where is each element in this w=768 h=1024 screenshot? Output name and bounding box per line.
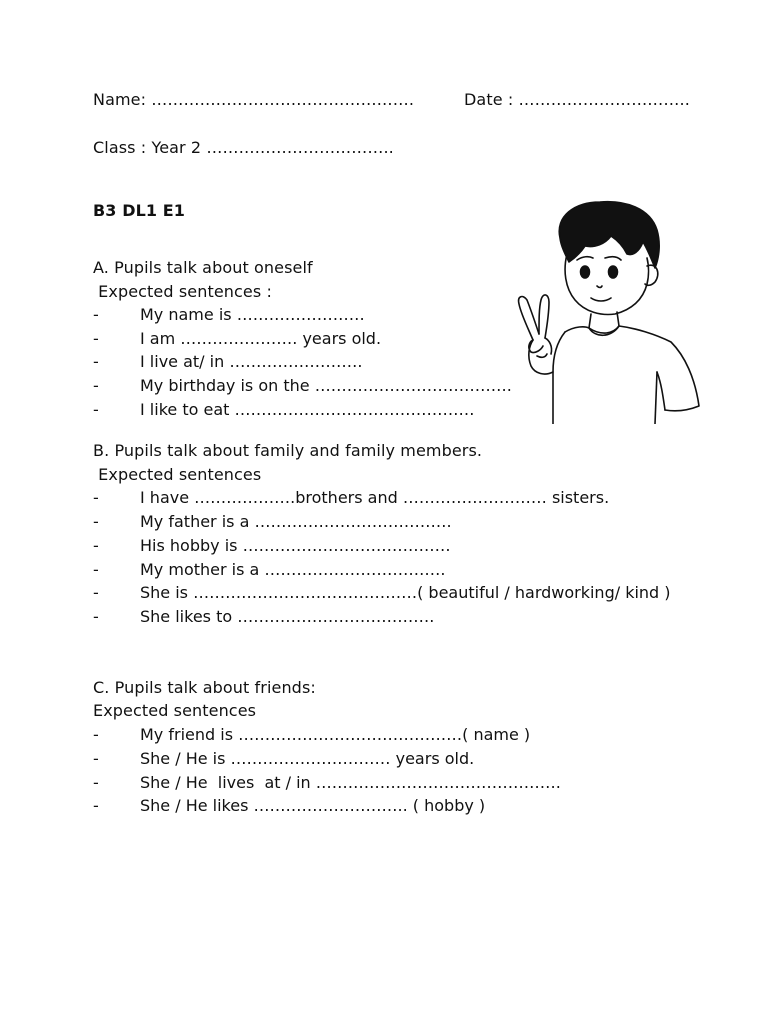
section-c-item: She / He is ………………………… years old. xyxy=(140,749,475,768)
bullet-dash: - xyxy=(93,796,99,815)
bullet-dash: - xyxy=(93,583,99,602)
section-b-item: My father is a ………………………………. xyxy=(140,512,452,531)
section-b-item: His hobby is ………………………………… xyxy=(140,536,451,555)
section-c-item: She / He lives at / in ………………………………………. xyxy=(140,773,561,792)
section-c-title: C. Pupils talk about friends: xyxy=(93,678,316,697)
bullet-dash: - xyxy=(93,773,99,792)
bullet-dash: - xyxy=(93,376,99,395)
section-c-item: My friend is ……………………………………( name ) xyxy=(140,725,531,744)
bullet-dash: - xyxy=(93,352,99,371)
bullet-dash: - xyxy=(93,560,99,579)
date-field-line: Date : ………………………….. xyxy=(464,90,690,109)
section-a-item: I like to eat ……………………………………… xyxy=(140,400,475,419)
bullet-dash: - xyxy=(93,512,99,531)
section-b-item: She is ……………………………………( beautiful / hardworking/ kind ) xyxy=(140,583,671,602)
section-b-item: She likes to ………………………………. xyxy=(140,607,435,626)
bullet-dash: - xyxy=(93,305,99,324)
section-c-item: She / He likes ……………………….. ( hobby ) xyxy=(140,796,486,815)
name-field-line: Name: …………………………………………. xyxy=(93,90,415,109)
bullet-dash: - xyxy=(93,749,99,768)
section-a-item: I am …………………. years old. xyxy=(140,329,382,348)
section-a-subtitle: Expected sentences : xyxy=(93,282,272,301)
worksheet-code: B3 DL1 E1 xyxy=(93,201,186,220)
section-a-title: A. Pupils talk about oneself xyxy=(93,258,313,277)
section-c-subtitle: Expected sentences xyxy=(93,701,257,720)
bullet-dash: - xyxy=(93,488,99,507)
section-b-title: B. Pupils talk about family and family members. xyxy=(93,441,483,460)
section-b-item: My mother is a ……………………………. xyxy=(140,560,446,579)
boy-peace-sign-illustration xyxy=(505,196,705,424)
bullet-dash: - xyxy=(93,536,99,555)
bullet-dash: - xyxy=(93,400,99,419)
section-a-item: My name is …………………… xyxy=(140,305,365,324)
bullet-dash: - xyxy=(93,329,99,348)
bullet-dash: - xyxy=(93,607,99,626)
section-a-item: I live at/ in ……………………. xyxy=(140,352,363,371)
section-b-subtitle: Expected sentences xyxy=(93,465,262,484)
class-field-line: Class : Year 2 …………………………….. xyxy=(93,138,394,157)
section-a-item: My birthday is on the ………………………………. xyxy=(140,376,512,395)
bullet-dash: - xyxy=(93,725,99,744)
section-b-item: I have ……………….brothers and ……………………… sisters. xyxy=(140,488,610,507)
